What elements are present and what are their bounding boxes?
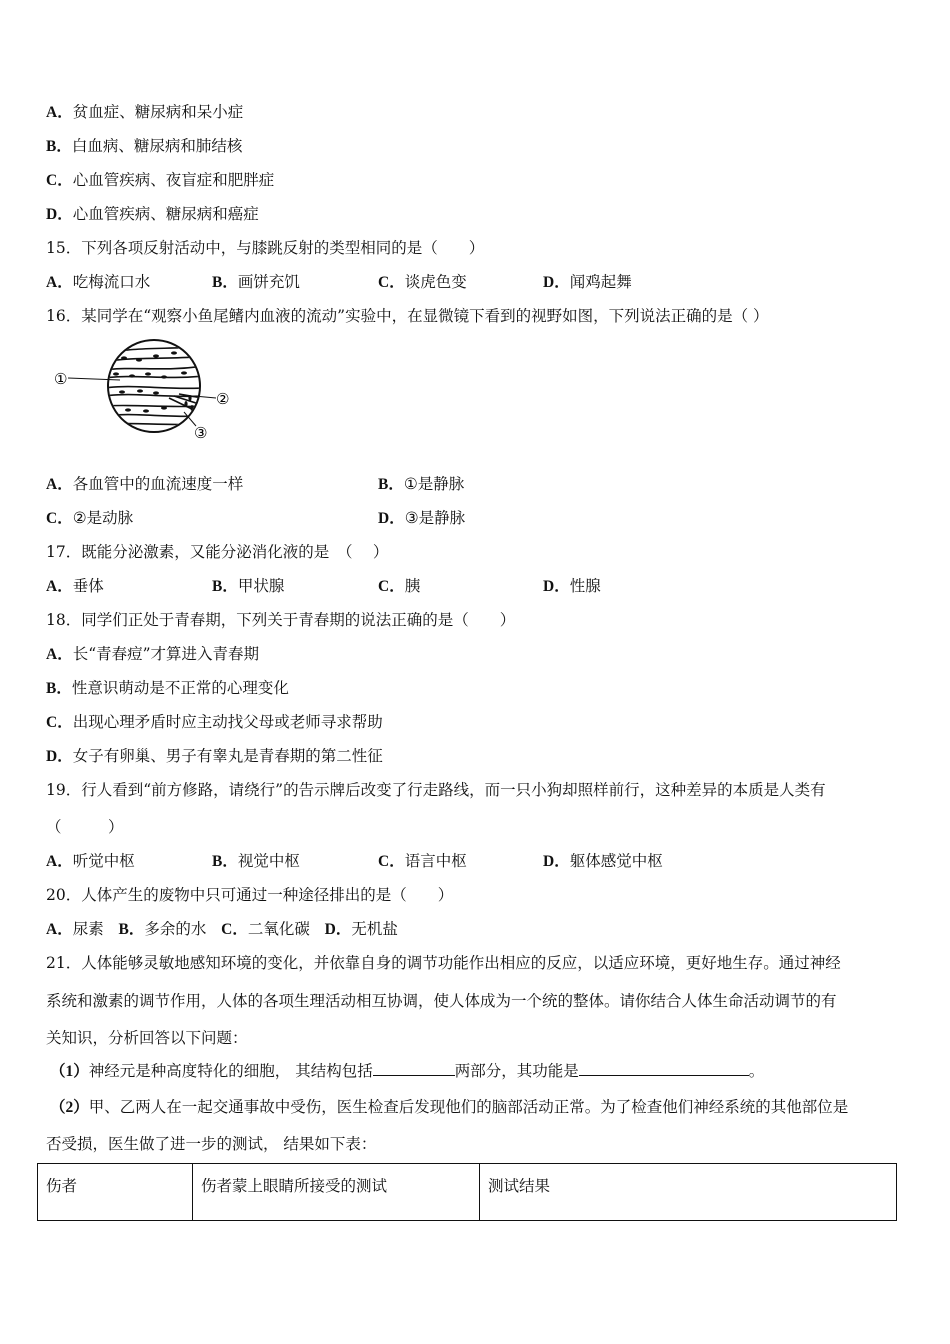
q15-option-d: D．闻鸡起舞 [543,273,632,291]
q17-option-b: B．甲状腺 [212,577,285,595]
q15-option-b: B．画饼充饥 [212,273,300,291]
q16-stem: 16．某同学在“观察小鱼尾鳍内血液的流动”实验中，在显微镜下看到的视野如图，下列说法正确的是（ ） [46,307,769,325]
q18-option-c: C．出现心理矛盾时应主动找父母或老师寻求帮助 [46,713,383,731]
q16-option-c: C．②是动脉 [46,509,134,527]
q21-stem-line-1: 21．人体能够灵敏地感知环境的变化，并依靠自身的调节功能作出相应的反应，以适应环境，更好地生存。通过神经 [46,954,841,972]
q14-option-a: A．贫血症、糖尿病和呆小症 [46,103,244,121]
q14-option-c: C．心血管疾病、夜盲症和肥胖症 [46,171,275,189]
q17-option-d: D．性腺 [543,577,601,595]
q16-option-b: B．①是静脉 [378,475,465,493]
table-header-cell: 测试结果 [480,1164,897,1221]
q18-stem: 18．同学们正处于青春期，下列关于青春期的说法正确的是（ ） [46,611,516,629]
answer-blank-2[interactable] [579,1061,749,1076]
q20-stem: 20．人体产生的废物中只可通过一种途径排出的是（ ） [46,886,454,904]
view-circle [108,340,200,432]
table-header-cell: 伤者蒙上眼睛所接受的测试 [193,1164,480,1221]
q21-sub2-line-2: 否受损，医生做了进一步的测试， 结果如下表： [46,1135,377,1153]
answer-blank-1[interactable] [373,1061,455,1076]
table-header-row [38,1164,897,1221]
q14-option-b: B．白血病、糖尿病和肺结核 [46,137,243,155]
table-header-cell: 伤者 [38,1164,193,1221]
q17-stem: 17．既能分泌激素，又能分泌消化液的是 （ ） [46,543,389,561]
figure-label-3: ③ [194,424,208,442]
injury-test-table [37,1163,897,1221]
q16-option-a: A．各血管中的血流速度一样 [46,475,244,493]
q19-stem: 19．行人看到“前方修路，请绕行”的告示牌后改变了行走路线，而一只小狗却照样前行，这种差异的本质是人类有 [46,781,826,799]
q20-options: A．尿素 B．多余的水 C．二氧化碳 D．无机盐 [46,920,398,938]
q19-option-c: C．语言中枢 [378,852,467,870]
q15-option-c: C．谈虎色变 [378,273,467,291]
q21-stem-line-3: 关知识，分析回答以下问题： [46,1029,248,1047]
q16-option-d: D．③是静脉 [378,509,466,527]
q19-option-d: D．躯体感觉中枢 [543,852,663,870]
q18-option-b: B．性意识萌动是不正常的心理变化 [46,679,289,697]
q19-option-b: B．视觉中枢 [212,852,300,870]
q21-sub2-line-1: （2）甲、乙两人在一起交通事故中受伤，医生检查后发现他们的脑部活动正常。为了检查他们神经系统的其他部位是 [50,1098,849,1116]
q17-option-a: A．垂体 [46,577,104,595]
q15-stem: 15．下列各项反射活动中，与膝跳反射的类型相同的是（ ） [46,239,485,257]
figure-label-2: ② [216,390,230,408]
q15-option-a: A．吃梅流口水 [46,273,151,291]
q18-option-d: D．女子有卵巢、男子有睾丸是青春期的第二性征 [46,747,383,765]
q21-sub1: （1）神经元是种高度特化的细胞， 其结构包括 两部分，其功能是 。 [50,1062,765,1080]
q21-stem-line-2: 系统和激素的调节作用，人体的各项生理活动相互协调，使人体成为一个统的整体。请你结合人体生命活动调节的有 [46,992,837,1010]
q18-option-a: A．长“青春痘”才算进入青春期 [46,645,260,663]
figure-label-1: ① [54,370,68,388]
microscope-view-figure [44,336,244,446]
q19-option-a: A．听觉中枢 [46,852,135,870]
q19-stem-cont: （ ） [46,818,124,836]
q17-option-c: C．胰 [378,577,421,595]
q14-option-d: D．心血管疾病、糖尿病和癌症 [46,205,259,223]
